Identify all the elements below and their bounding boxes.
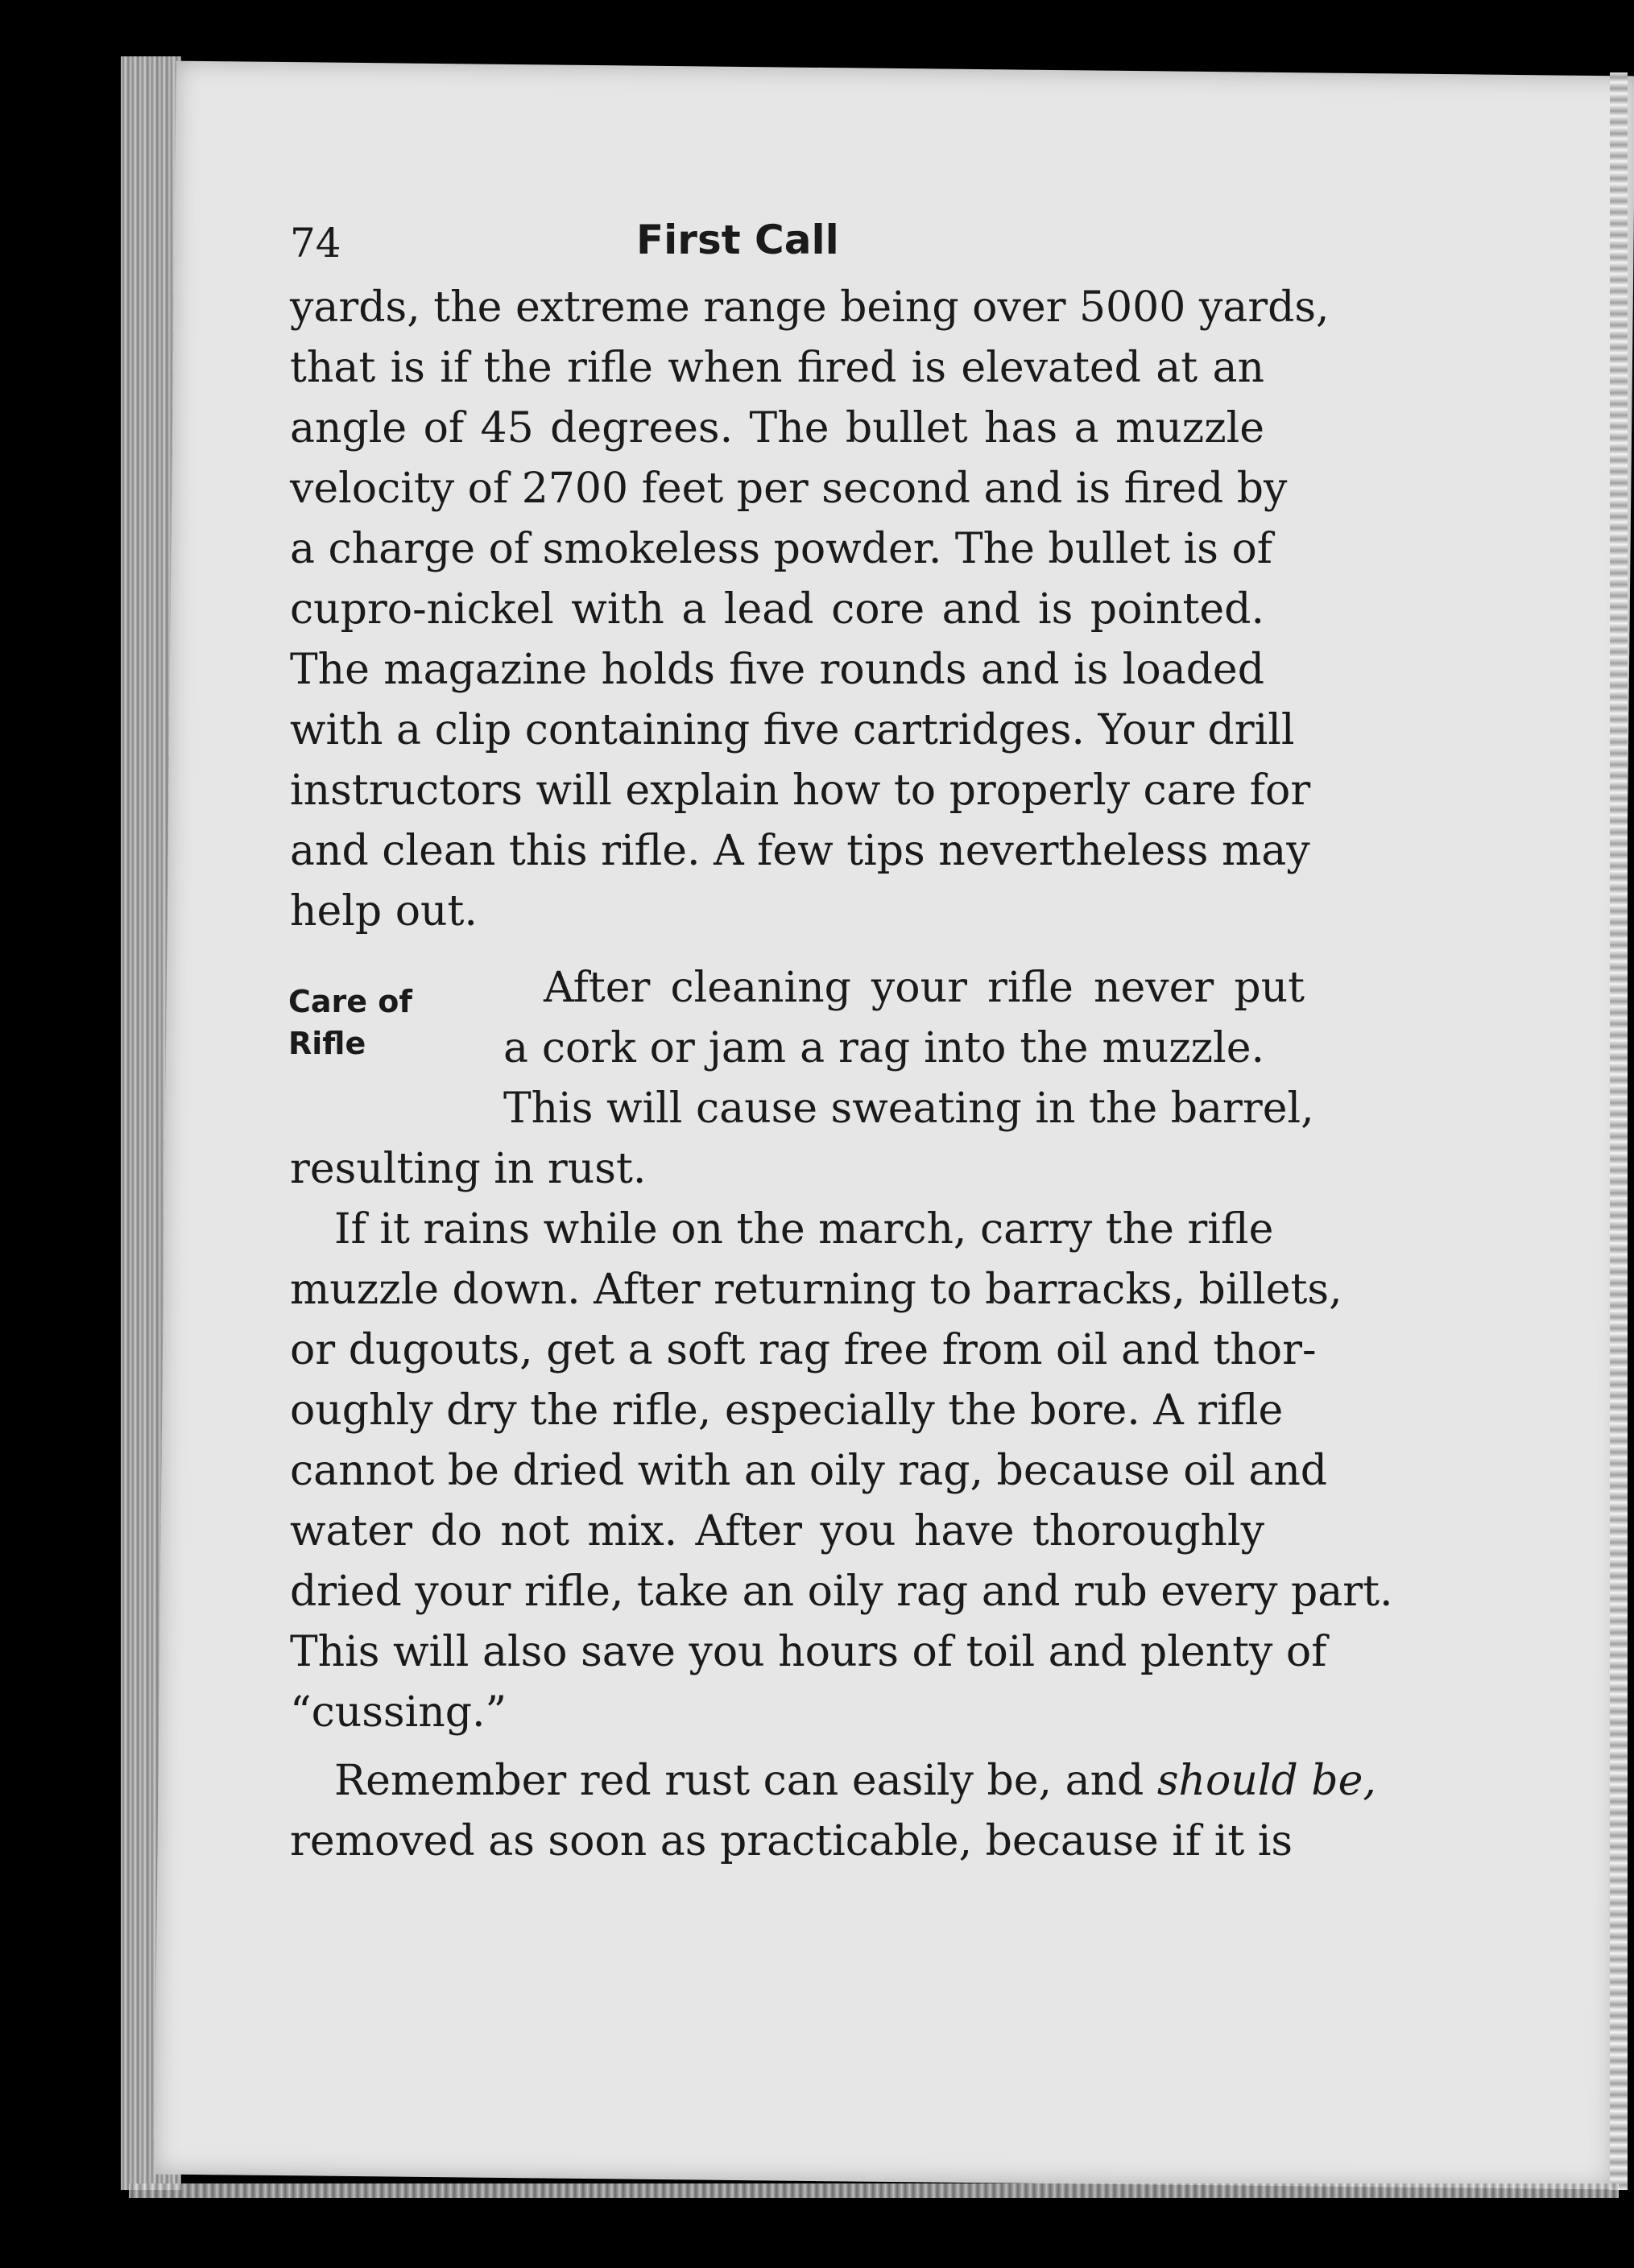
text-line: water do not mix. After you have thoroughly xyxy=(290,1507,1264,1555)
paragraph-rifle-specs xyxy=(290,278,1330,942)
text-line: cupro-nickel with a lead core and is pointed. xyxy=(290,585,1264,634)
text-line: removed as soon as practicable, because if it is xyxy=(290,1817,1293,1865)
right-page-edge xyxy=(1610,72,1628,2190)
paragraph-care-start xyxy=(503,958,1314,1139)
paragraph-red-rust xyxy=(290,1751,1376,1872)
text-line: The magazine holds five rounds and is loaded xyxy=(290,646,1264,694)
text-line: a charge of smokeless powder. The bullet is of xyxy=(290,525,1273,573)
text-line: and clean this rifle. A few tips nevertheless may xyxy=(290,827,1310,875)
text-line: oughly dry the rifle, especially the bore. A rifle xyxy=(290,1386,1284,1435)
text-line: This will also save you hours of toil and plenty of xyxy=(290,1628,1327,1676)
page-text xyxy=(288,213,1393,1872)
text-line: help out. xyxy=(290,887,478,936)
text-line: resulting in rust. xyxy=(290,1145,647,1193)
text-line: yards, the extreme range being over 5000 yards, xyxy=(290,283,1330,332)
running-head: First Call xyxy=(636,217,839,263)
text-line: After cleaning your rifle never put xyxy=(544,964,1305,1012)
text-line: with a clip containing five cartridges. Your drill xyxy=(290,706,1295,754)
text-line xyxy=(290,1751,1376,1812)
care-of-rifle-section xyxy=(288,958,1314,1139)
side-note-line: Care of xyxy=(288,984,412,1019)
text-line: muzzle down. After returning to barracks, billets, xyxy=(290,1266,1342,1314)
text-line: angle of 45 degrees. The bullet has a muzzle xyxy=(290,404,1264,452)
text-line: This will cause sweating in the barrel, xyxy=(503,1084,1314,1133)
text-line: velocity of 2700 feet per second and is fired by xyxy=(290,465,1288,513)
text-line: a cork or jam a rag into the muzzle. xyxy=(503,1024,1264,1072)
side-note-line: Rifle xyxy=(288,1026,366,1061)
page-number: 74 xyxy=(290,220,341,266)
text-line: that is if the rifle when fired is elevated at an xyxy=(290,344,1264,392)
page-header xyxy=(290,213,1264,278)
text-line: cannot be dried with an oily rag, because oil and xyxy=(290,1447,1328,1495)
text-line: “cussing.” xyxy=(290,1688,507,1737)
paragraph-rain xyxy=(290,1200,1393,1743)
bottom-page-edge xyxy=(129,2183,1619,2198)
text-line: instructors will explain how to properly care for xyxy=(290,766,1311,815)
text-line: If it rains while on the march, carry the rifle xyxy=(334,1205,1274,1254)
italic-text: should be, xyxy=(1156,1757,1376,1805)
text-line: or dugouts, get a soft rag free from oil and thor- xyxy=(290,1326,1317,1374)
text-run: Remember red rust can easily be, and xyxy=(334,1757,1157,1805)
side-note xyxy=(288,981,412,1064)
text-line: dried your rifle, take an oily rag and rub every part. xyxy=(290,1568,1393,1616)
